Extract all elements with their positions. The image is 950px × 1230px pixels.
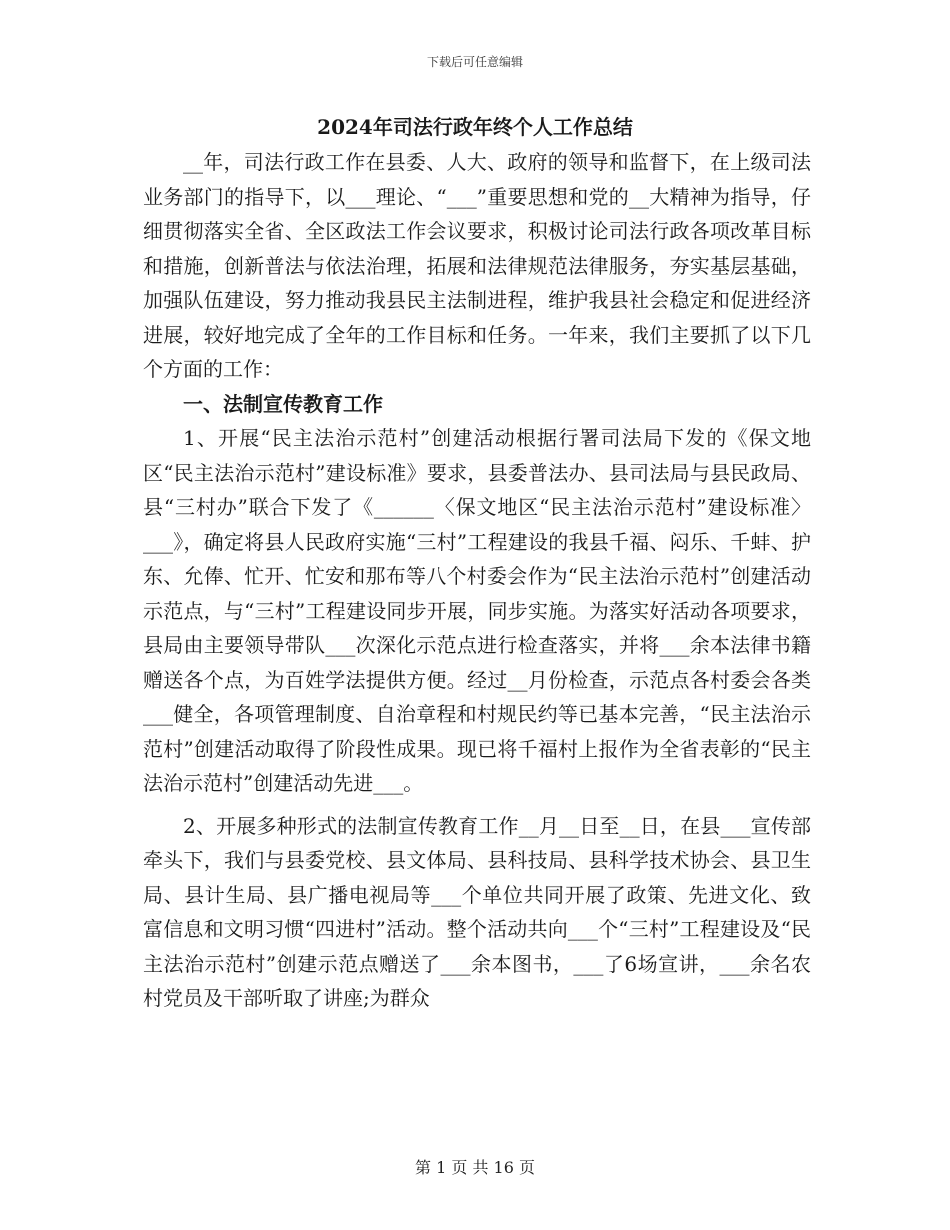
intro-paragraph: __年，司法行政工作在县委、人大、政府的领导和监督下，在上级司法业务部门的指导下，以___理论、“___”重要思想和党的__大精神为指导，仔细贯彻落实全省、全区政法工作会议要求，积极讨论司法行政各项改革目标和措施，创新普法与依法治理，拓展和法律规范法律服务，夯实基层基础，加强队伍建设，努力推动我县民主法制进程，维护我县社会稳定和促进经济进展，较好地完成了全年的工作目标和任务。一年来，我们主要抓了以下几个方面的工作： — [143, 150, 811, 381]
item-paragraph-2: 2、开展多种形式的法制宣传教育工作__月__日至__日，在县___宣传部牵头下，我们与县委党校、县文体局、县科技局、县科学技术协会、县卫生局、县计生局、县广播电视局等___个单位共同开展了政策、先进文化、致富信息和文明习惯“四进村”活动。整个活动共向___个“三村”工程建设及“民主法治示范村”创建示范点赠送了___余本图书，___了6场宣讲，___余名农村党员及干部听取了讲座;为群众 — [143, 813, 811, 1010]
document-title: 2024年司法行政年终个人工作总结 — [317, 115, 633, 139]
section-heading: 一、法制宣传教育工作 — [183, 391, 383, 416]
page-number: 第 1 页 共 16 页 — [415, 1158, 535, 1177]
header-note: 下载后可任意编辑 — [426, 55, 523, 69]
document-body — [143, 145, 811, 1016]
item-paragraph-1: 1、开展“民主法治示范村”创建活动根据行署司法局下发的《保文地区“民主法治示范村”建设标准》要求，县委普法办、县司法局与县民政局、县“三村办”联合下发了《______〈保文地区“民主法治示范村”建设标准〉___》，确定将县人民政府实施“三村”工程建设的我县千福、闷乐、千蚌、护东、允俸、忙开、忙安和那布等八个村委会作为“民主法治示范村”创建活动示范点，与“三村”工程建设同步开展，同步实施。为落实好活动各项要求，县局由主要领导带队___次深化示范点进行检查落实，并将___余本法律书籍赠送各个点，为百姓学法提供方便。经过__月份检查，示范点各村委会各类___健全，各项管理制度、自治章程和村规民约等已基本完善，“民主法治示范村”创建活动取得了阶段性成果。现已将千福村上报作为全省表彰的“民主法治示范村”创建活动先进___。 — [143, 426, 811, 795]
